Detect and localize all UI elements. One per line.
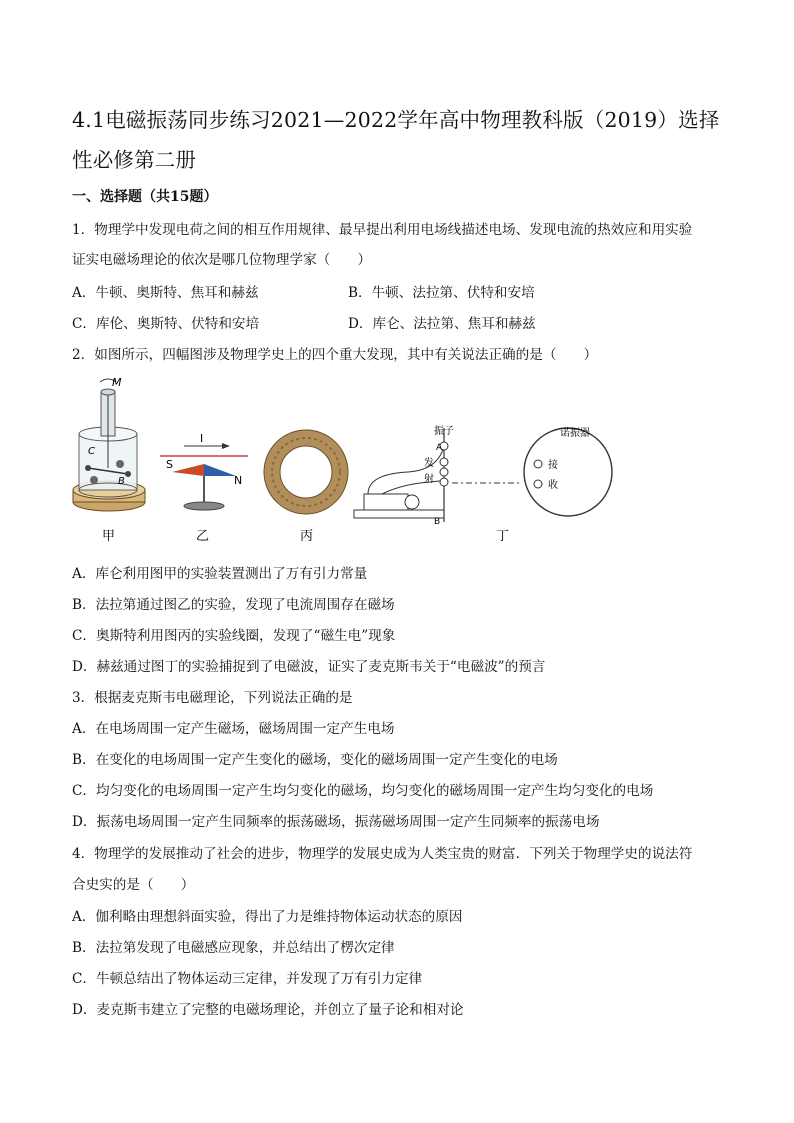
q2-figure-svg [72,372,632,544]
fig-label-bing: 丙 [300,529,314,544]
q4-option-b: B．法拉第发现了电磁感应现象，并总结出了楞次定律 [72,940,395,956]
q3-option-a: A．在电场周围一定产生磁场，磁场周围一定产生电场 [72,721,395,737]
q3-option-d: D．振荡电场周围一定产生同频率的振荡磁场，振荡磁场周围一定产生同频率的振荡电场 [72,814,600,830]
q3-stem: 3．根据麦克斯韦电磁理论，下列说法正确的是 [72,690,353,706]
fig-d-label-jie: 接 [548,460,558,471]
q1-option-d: D．库仑、法拉第、焦耳和赫兹 [348,316,536,332]
hertz-drawing [354,428,612,522]
fig-d-label-she: 射 [424,474,434,485]
fig-b-label-s: S [166,458,173,471]
fig-b-label-n: N [234,474,243,487]
fig-a-label-b: B [118,476,125,487]
fig-d-label-shou: 收 [548,480,558,491]
fig-d-label-receiver: 诺振器 [560,428,590,439]
fig-label-jia: 甲 [102,529,116,544]
q1-option-c: C．库伦、奥斯特、伏特和安培 [72,316,260,332]
fig-a-label-m: M [112,376,122,389]
fig-d-label-b: B [434,517,441,527]
faraday-ring-drawing [264,430,348,514]
q4-stem-line2: 合史实的是（ ） [72,877,195,893]
document-title: 4.1电磁振荡同步练习2021—2022学年高中物理教科版（2019）选择性必修第二册 [72,108,720,172]
q1-stem-line2: 证实电磁场理论的依次是哪几位物理学家（ ） [72,252,372,268]
q2-option-c: C．奥斯特利用图丙的实验线圈，发现了“磁生电”现象 [72,628,396,644]
q2-figure [72,372,632,544]
q2-option-b: B．法拉第通过图乙的实验，发现了电流周围存在磁场 [72,597,395,613]
q2-stem: 2．如图所示，四幅图涉及物理学史上的四个重大发现，其中有关说法正确的是（ ） [72,347,598,363]
q2-option-d: D．赫兹通过图丁的实验捕捉到了电磁波，证实了麦克斯韦关于“电磁波”的预言 [72,659,546,675]
q2-option-a: A．库仑利用图甲的实验装置测出了万有引力常量 [72,566,368,582]
q4-option-d: D．麦克斯韦建立了完整的电磁场理论，并创立了量子论和相对论 [72,1002,464,1018]
fig-d-label-a: A [436,443,443,453]
fig-b-label-i: I [200,432,204,445]
fig-a-label-c: C [88,446,95,457]
q1-option-a: A．牛顿、奥斯特、焦耳和赫兹 [72,285,259,301]
torsion-balance-drawing [73,379,145,511]
q1-stem-line1: 1．物理学中发现电荷之间的相互作用规律、最早提出利用电场线描述电场、发现电流的热效应和用实验 [72,222,693,238]
q3-option-c: C．均匀变化的电场周围一定产生均匀变化的磁场，均匀变化的磁场周围一定产生均匀变化的电场 [72,783,654,799]
q1-option-b: B．牛顿、法拉第、伏特和安培 [348,285,535,301]
fig-label-ding: 丁 [496,529,510,544]
section-heading: 一、选择题（共15题） [72,189,218,205]
q4-option-a: A．伽利略由理想斜面实验，得出了力是维持物体运动状态的原因 [72,909,463,925]
q3-option-b: B．在变化的电场周围一定产生变化的磁场，变化的磁场周围一定产生变化的电场 [72,752,558,768]
q4-stem-line1: 4．物理学的发展推动了社会的进步，物理学的发展史成为人类宝贵的财富．下列关于物理学史的说法符 [72,846,693,862]
fig-d-label-zhenzi: 振子 [434,426,454,437]
fig-label-yi: 乙 [196,529,210,544]
q4-option-c: C．牛顿总结出了物体运动三定律，并发现了万有引力定律 [72,971,423,987]
fig-d-label-fa: 发 [424,458,434,469]
